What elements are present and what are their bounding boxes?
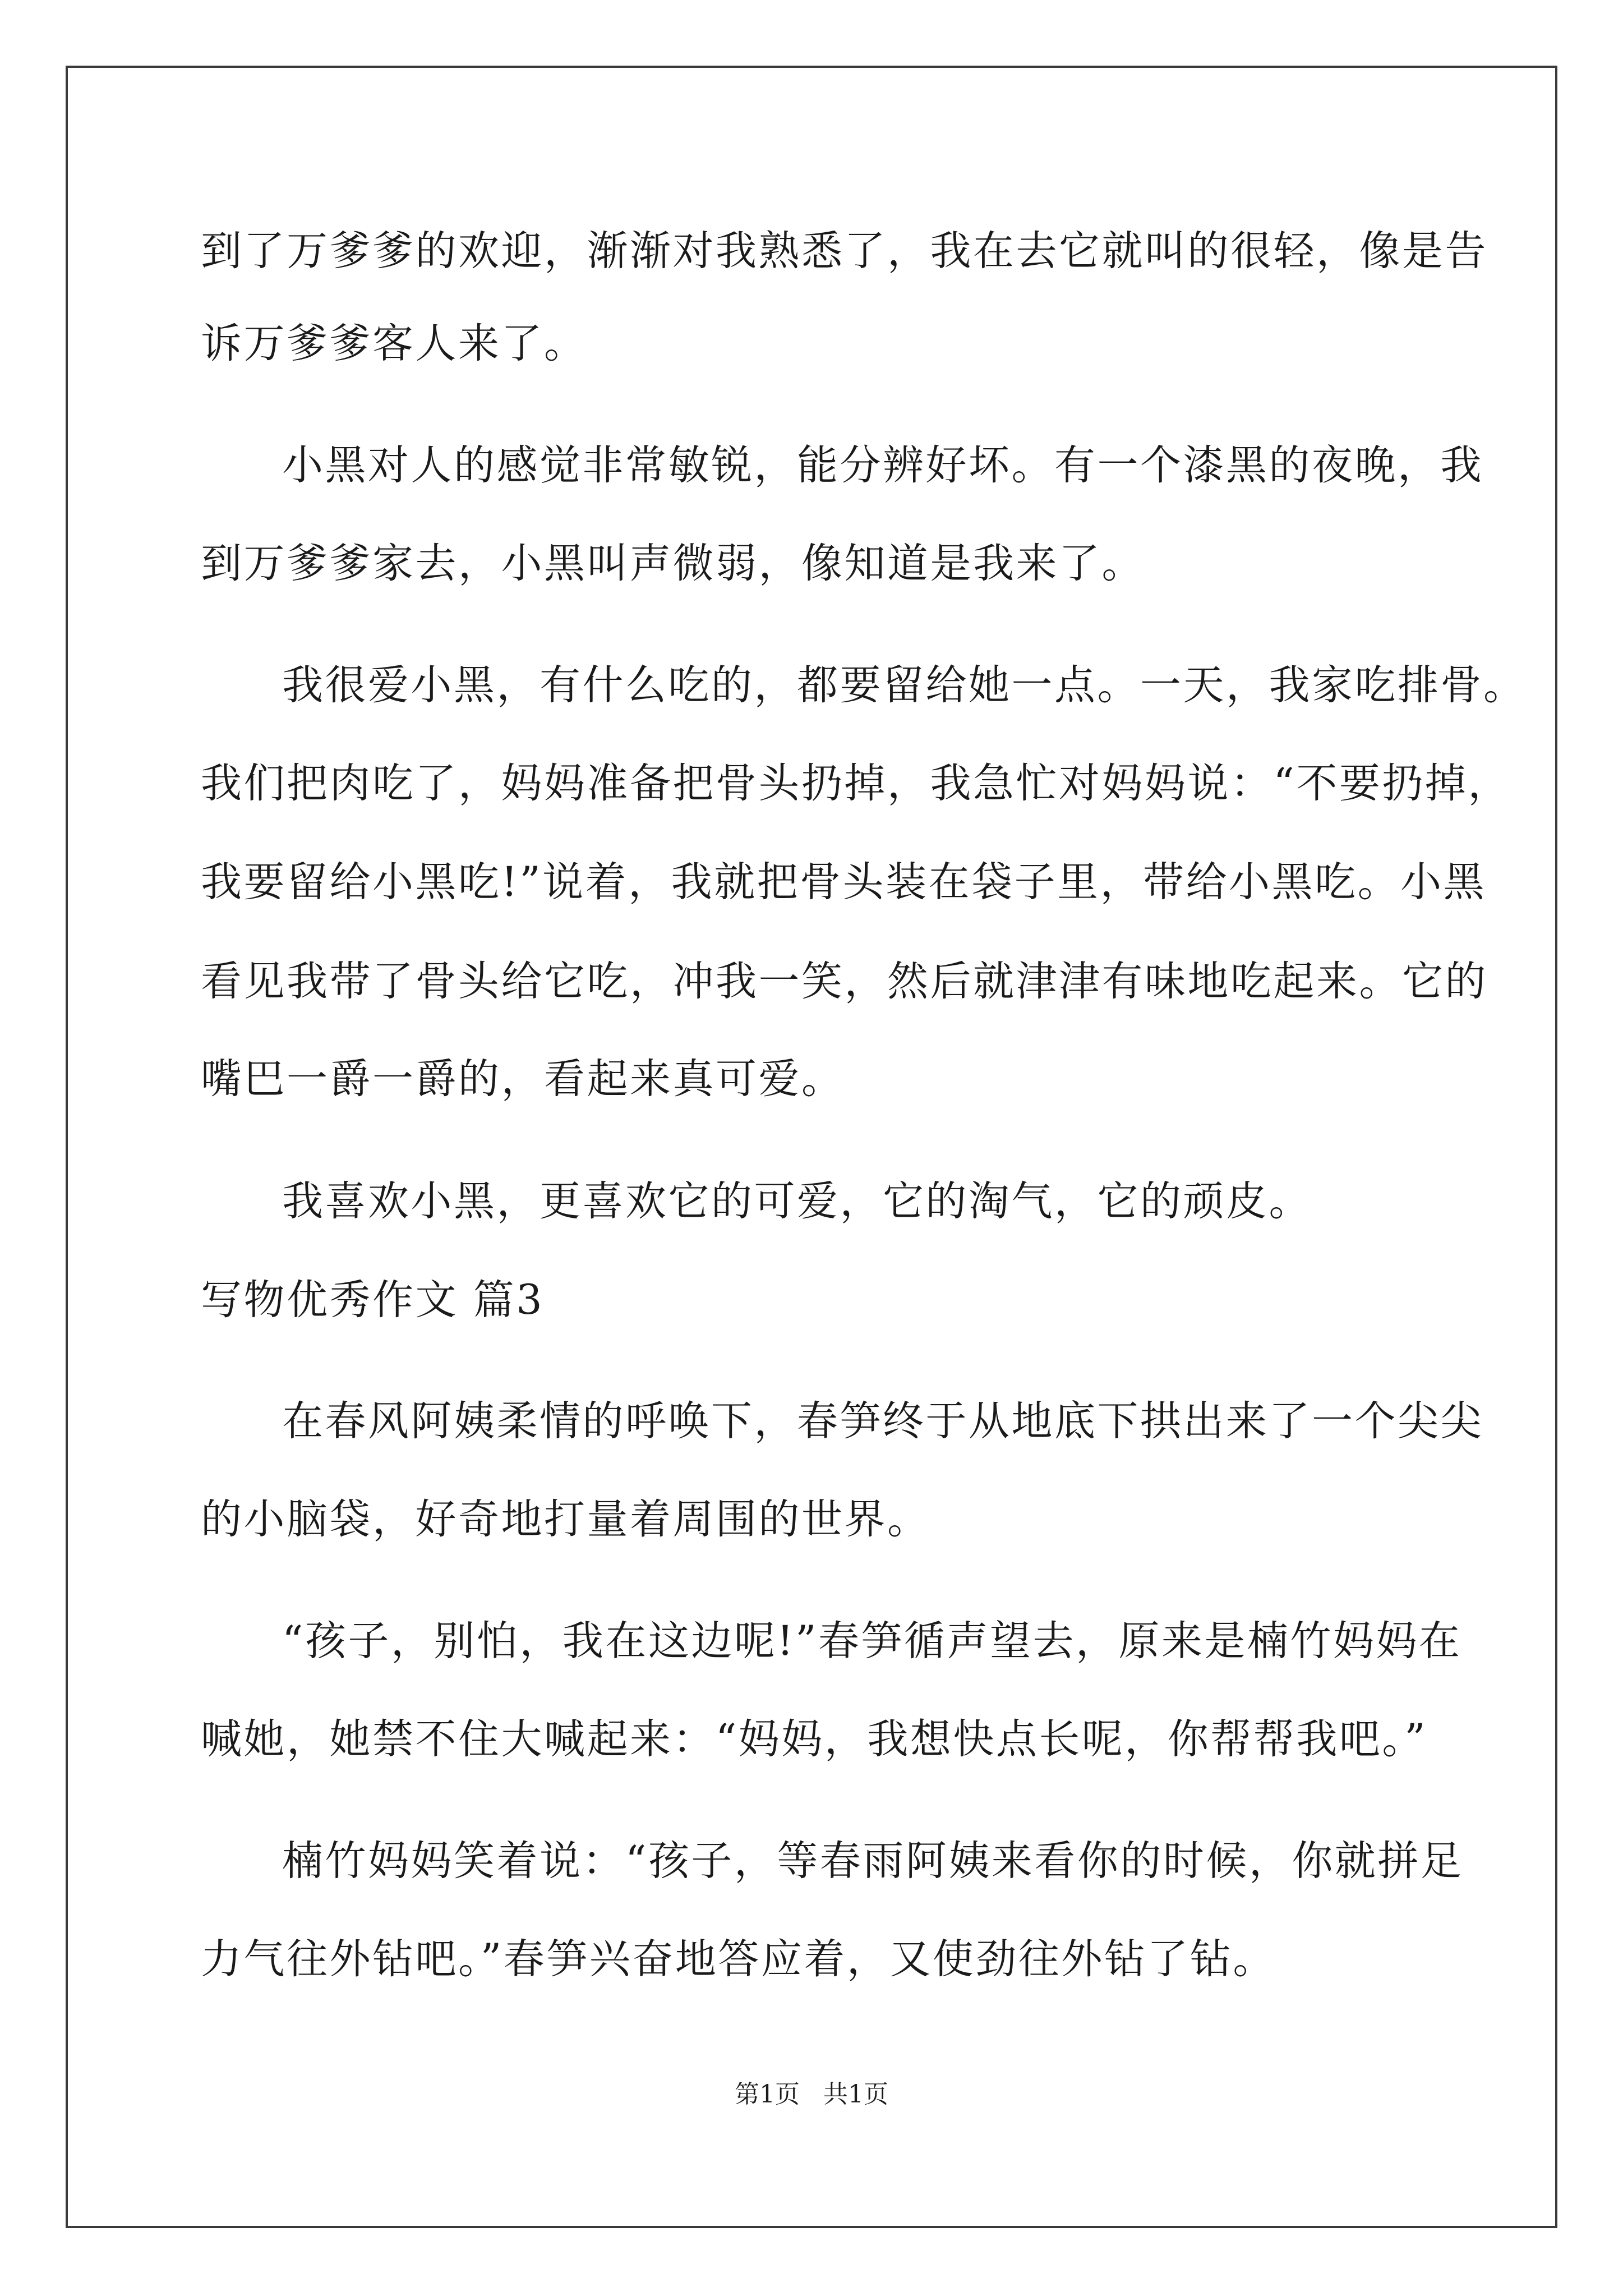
paragraph-start-line: 小黑对人的感觉非常敏锐，能分辨好坏。有一个漆黑的夜晚，我 xyxy=(282,441,1483,489)
body-line: 嘴巴一爵一爵的，看起来真可爱。 xyxy=(201,1055,845,1103)
body-line: 我们把肉吃了，妈妈准备把骨头扔掉，我急忙对妈妈说：“不要扔掉， xyxy=(201,760,1511,807)
body-line: 看见我带了骨头给它吃，冲我一笑，然后就津津有味地吃起来。它的 xyxy=(201,958,1488,1005)
section-heading: 写物优秀作文 篇3 xyxy=(201,1276,545,1324)
body-line: 诉万爹爹客人来了。 xyxy=(201,320,587,367)
paragraph-start-line: “孩子，别怕，我在这边呢!”春笋循声望去，原来是楠竹妈妈在 xyxy=(282,1617,1462,1665)
paragraph-start-line: 我喜欢小黑，更喜欢它的可爱，它的淘气，它的顽皮。 xyxy=(282,1177,1312,1225)
body-line: 的小脑袋，好奇地打量着周围的世界。 xyxy=(201,1496,930,1543)
body-line: 到了万爹爹的欢迎，渐渐对我熟悉了，我在去它就叫的很轻，像是告 xyxy=(201,227,1488,275)
paragraph-start-line: 在春风阿姨柔情的呼唤下，春笋终于从地底下拱出来了一个尖尖 xyxy=(282,1397,1483,1445)
page-border xyxy=(66,66,1557,2228)
body-line: 喊她，她禁不住大喊起来：“妈妈，我想快点长呢，你帮帮我吧。” xyxy=(201,1715,1428,1763)
page-footer: 第1页 共1页 xyxy=(735,2080,888,2109)
body-line: 到万爹爹家去，小黑叫声微弱，像知道是我来了。 xyxy=(201,540,1145,587)
paragraph-start-line: 楠竹妈妈笑着说：“孩子，等春雨阿姨来看你的时候，你就拼足 xyxy=(282,1837,1464,1885)
body-line: 我要留给小黑吃!”说着，我就把骨头装在袋子里，带给小黑吃。小黑 xyxy=(201,858,1487,906)
body-line: 力气往外钻吧。”春笋兴奋地答应着，又使劲往外钻了钻。 xyxy=(201,1935,1276,1983)
paragraph-start-line: 我很爱小黑，有什么吃的，都要留给她一点。一天，我家吃排骨。 xyxy=(282,661,1527,709)
